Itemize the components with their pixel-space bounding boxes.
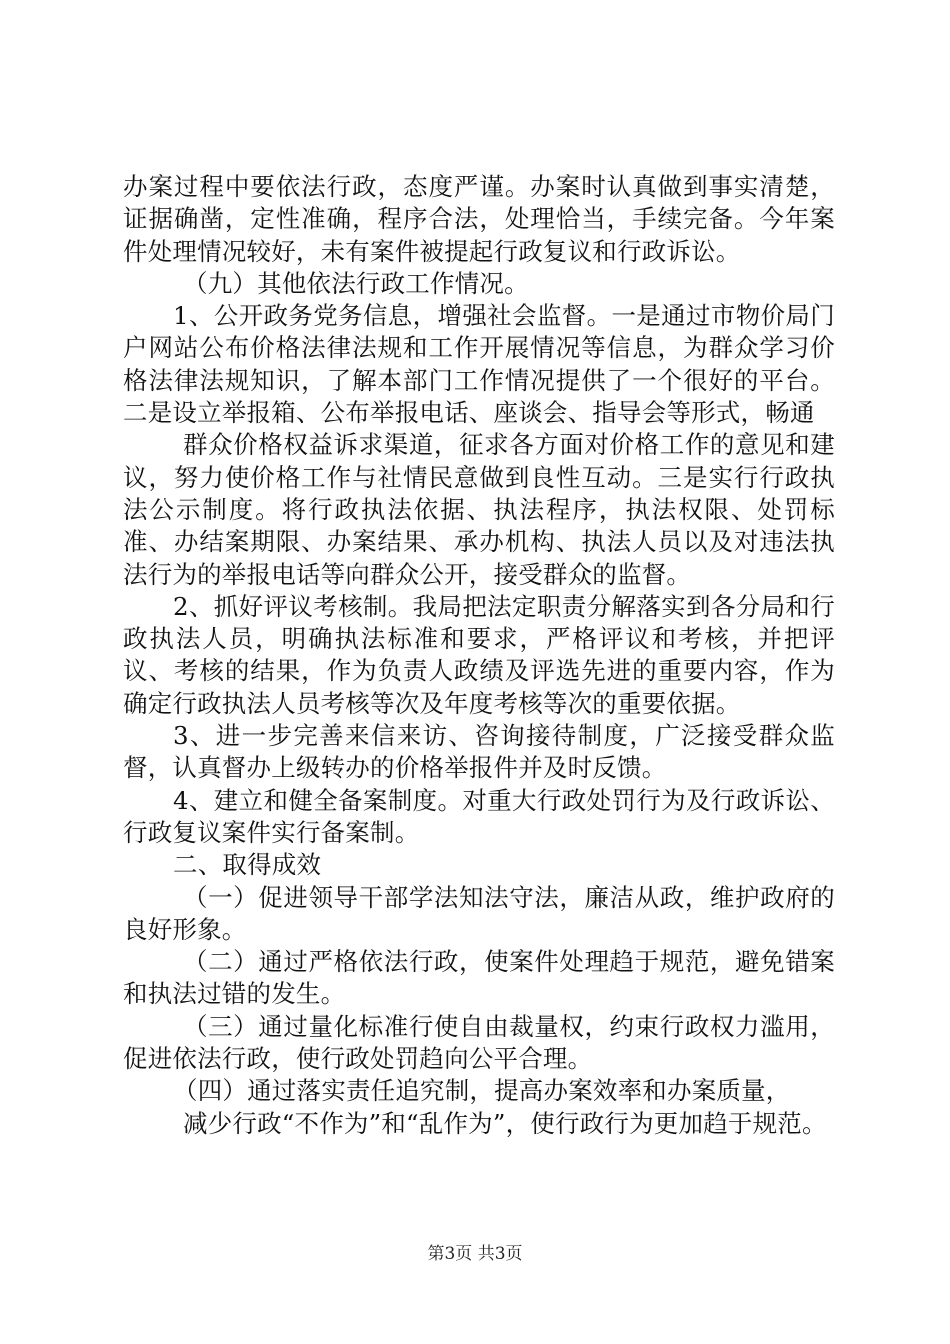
paragraph: （一）促进领导干部学法知法守法，廉洁从政，维护政府的良好形象。: [123, 882, 835, 944]
paragraph: 减少行政“不作为”和“乱作为”，使行政行为更加趋于规范。: [183, 1108, 827, 1138]
paragraph: 办案过程中要依法行政，态度严谨。办案时认真做到事实清楚，证据确凿，定性准确，程序合法，处理恰当，手续完备。今年案件处理情况较好，未有案件被提起行政复议和行政诉讼。: [123, 172, 835, 266]
section-heading: 二、取得成效: [173, 850, 322, 880]
page-number-footer: 第3页 共3页: [427, 1244, 523, 1264]
section-heading: （九）其他依法行政工作情况。: [183, 268, 529, 298]
paragraph: 2、抓好评议考核制。我局把法定职责分解落实到各分局和行政执法人员，明确执法标准和要求，严格评议和考核，并把评议、考核的结果，作为负责人政绩及评选先进的重要内容，作为确定行政执法人员考核等次及年度考核等次的重要依据。: [123, 591, 835, 718]
paragraph: （二）通过严格依法行政，使案件处理趋于规范，避免错案和执法过错的发生。: [123, 947, 835, 1009]
paragraph: 4、建立和健全备案制度。对重大行政处罚行为及行政诉讼、行政复议案件实行备案制。: [123, 785, 835, 847]
paragraph: 群众价格权益诉求渠道，征求各方面对价格工作的意见和建议，努力使价格工作与社情民意做到良性互动。三是实行行政执法公示制度。将行政执法依据、执法程序，执法权限、处罚标准、办结案期限、办案结果、承办机构、执法人员以及对违法执法行为的举报电话等向群众公开，接受群众的监督。: [123, 430, 835, 589]
document-body: [123, 171, 835, 1140]
paragraph: （四）通过落实责任追究制，提高办案效率和办案质量，: [173, 1076, 791, 1106]
paragraph: （三）通过量化标准行使自由裁量权，约束行政权力滥用，促进依法行政，使行政处罚趋向公平合理。: [123, 1011, 835, 1074]
paragraph: 3、进一步完善来信来访、咨询接待制度，广泛接受群众监督，认真督办上级转办的价格举报件并及时反馈。: [123, 721, 835, 783]
paragraph: 1、公开政务党务信息，增强社会监督。一是通过市物价局门户网站公布价格法律法规和工作开展情况等信息，为群众学习价格法律法规知识，了解本部门工作情况提供了一个很好的平台。二是设立举报箱、公布举报电话、座谈会、指导会等形式，畅通: [123, 301, 835, 428]
